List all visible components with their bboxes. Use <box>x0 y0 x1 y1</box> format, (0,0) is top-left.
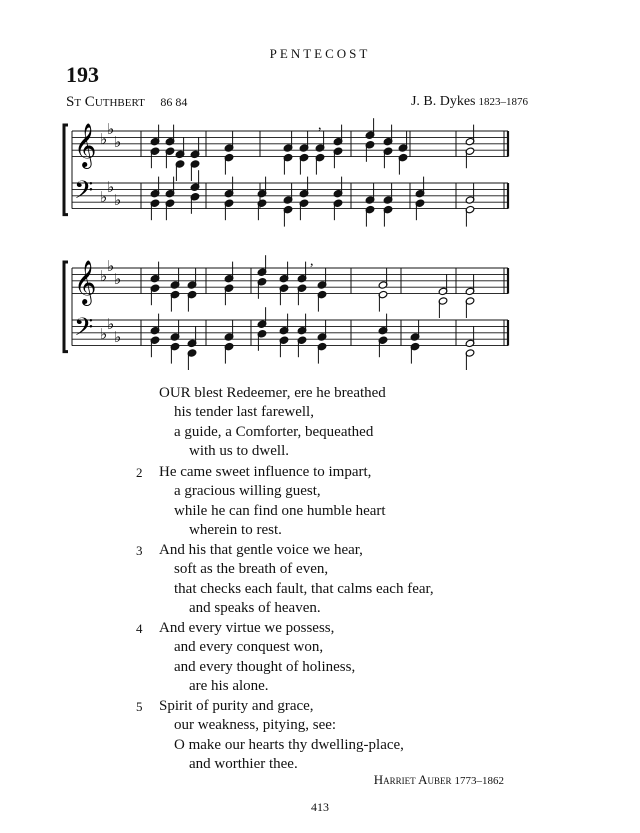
flat-icon: ♭ <box>100 325 108 343</box>
music-system <box>64 255 508 370</box>
flat-icon: ♭ <box>107 120 115 138</box>
flat-icon: ♭ <box>100 188 108 206</box>
bass-clef-icon: 𝄢 <box>74 176 94 211</box>
flat-icon: ♭ <box>100 130 108 148</box>
page-number: 413 <box>311 800 329 814</box>
flat-icon: ♭ <box>114 133 122 151</box>
verse-line: He came sweet influence to impart, <box>159 464 372 480</box>
flat-icon: ♭ <box>114 270 122 288</box>
verse-line: with us to dwell. <box>189 443 289 460</box>
composer-name: J. B. Dykes <box>410 94 476 109</box>
verse <box>159 384 386 462</box>
verse <box>159 697 404 775</box>
treble-clef-icon: 𝄞 <box>74 260 97 304</box>
hymn-number: 193 <box>66 62 99 87</box>
verse-number: 5 <box>136 699 143 714</box>
verse-line: wherein to rest. <box>189 522 282 539</box>
verse-line: and every conquest won, <box>174 639 324 656</box>
bass-clef-icon: 𝄢 <box>74 313 94 348</box>
verse-line: that checks each fault, that calms each fear, <box>174 580 434 597</box>
verse <box>159 619 355 697</box>
composer-dates: 1823–1876 <box>478 96 528 108</box>
verse-line: are his alone. <box>189 678 269 695</box>
flat-icon: ♭ <box>100 267 108 285</box>
flat-icon: ♭ <box>107 257 115 275</box>
flat-icon: ♭ <box>107 178 115 196</box>
tune-name: St Cuthbert <box>66 94 145 110</box>
verse-line: a gracious willing guest, <box>174 483 321 500</box>
breath-mark-icon: , <box>318 118 322 133</box>
verse-line: soft as the breath of even, <box>174 561 329 578</box>
verse-line: O make our hearts thy dwelling-place, <box>174 736 404 753</box>
music-systems <box>64 118 508 370</box>
verse-line: Spirit of purity and grace, <box>159 698 314 714</box>
verse-line: And every virtue we possess, <box>159 620 335 636</box>
verse-line: and speaks of heaven. <box>189 600 321 617</box>
verse-number: 2 <box>136 465 143 480</box>
author-dates: 1773–1862 <box>454 775 504 787</box>
flat-icon: ♭ <box>114 191 122 209</box>
section-title: PENTECOST <box>269 46 371 61</box>
verse-line: and every thought of holiness, <box>174 658 356 675</box>
verse-line: our weakness, pitying, see: <box>174 717 337 734</box>
music-system <box>64 118 508 226</box>
verse-line: and worthier thee. <box>189 756 298 773</box>
verse <box>159 463 386 541</box>
treble-clef-icon: 𝄞 <box>74 123 97 167</box>
system-brace <box>64 125 68 215</box>
system-brace <box>64 262 68 352</box>
verse-number: 3 <box>136 543 143 558</box>
verse-line: And his that gentle voice we hear, <box>159 542 363 558</box>
flat-icon: ♭ <box>107 315 115 333</box>
verse <box>159 541 434 619</box>
verse-line: OUR blest Redeemer, ere he breathed <box>159 385 386 401</box>
tune-meter: 86 84 <box>160 95 188 109</box>
breath-mark-icon: , <box>310 254 314 269</box>
verse-number: 4 <box>136 621 143 636</box>
author-info <box>374 772 504 788</box>
flat-icon: ♭ <box>114 328 122 346</box>
verse-line: while he can find one humble heart <box>174 502 386 519</box>
music-score <box>0 0 640 380</box>
verse-line: a guide, a Comforter, bequeathed <box>174 423 374 440</box>
author-name: Harriet Auber <box>373 772 452 787</box>
verse-line: his tender last farewell, <box>174 404 314 421</box>
